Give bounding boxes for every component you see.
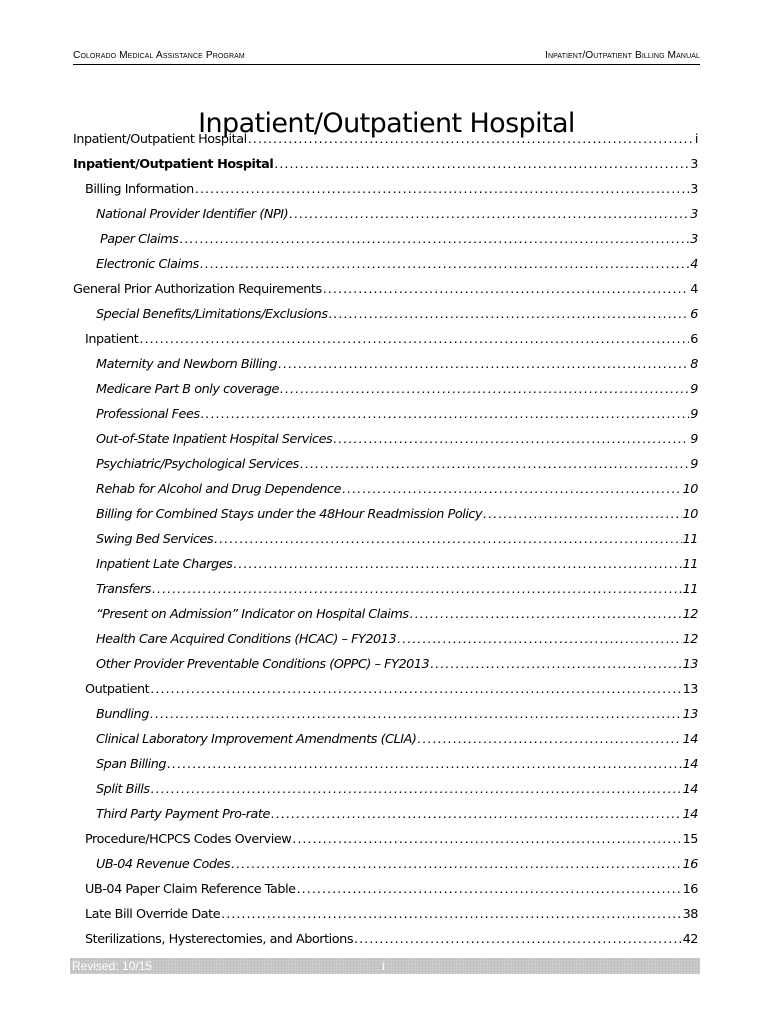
toc-page: 12 [682, 607, 698, 622]
table-of-contents [73, 127, 698, 952]
toc-entry[interactable] [73, 927, 698, 952]
toc-entry[interactable] [73, 427, 698, 452]
toc-label: Inpatient/Outpatient Hospital [73, 157, 274, 172]
toc-label: Inpatient/Outpatient Hospital [73, 132, 247, 147]
toc-label: Split Bills [96, 782, 150, 797]
toc-entry[interactable] [73, 652, 698, 677]
header-program-name: Colorado Medical Assistance Program [73, 50, 245, 61]
toc-entry[interactable] [73, 827, 698, 852]
toc-page: 11 [682, 532, 698, 547]
toc-entry[interactable] [73, 202, 698, 227]
toc-entry[interactable] [73, 677, 698, 702]
toc-page: 14 [682, 732, 698, 747]
toc-leader [410, 602, 682, 627]
toc-label: Transfers [96, 582, 151, 597]
toc-leader [354, 927, 682, 952]
toc-leader [289, 202, 689, 227]
toc-leader [201, 402, 690, 427]
toc-leader [297, 877, 682, 902]
toc-label: Outpatient [85, 682, 150, 697]
toc-entry[interactable] [73, 277, 698, 302]
page-footer [70, 958, 700, 974]
toc-page: 16 [682, 882, 698, 897]
toc-leader [233, 552, 681, 577]
toc-entry[interactable] [73, 877, 698, 902]
toc-leader [329, 302, 690, 327]
toc-label: Swing Bed Services [96, 532, 214, 547]
toc-entry[interactable] [73, 352, 698, 377]
toc-entry[interactable] [73, 777, 698, 802]
toc-page: 14 [682, 782, 698, 797]
toc-page: 6 [690, 307, 698, 322]
toc-leader [139, 327, 689, 352]
toc-page: 9 [690, 407, 698, 422]
toc-page: 16 [682, 857, 698, 872]
toc-label: Out-of-State Inpatient Hospital Services [96, 432, 333, 447]
toc-page: 3 [690, 207, 698, 222]
toc-label: Special Benefits/Limitations/Exclusions [96, 307, 328, 322]
toc-page: 4 [690, 257, 698, 272]
toc-leader [150, 677, 681, 702]
toc-label: Maternity and Newborn Billing [96, 357, 277, 372]
toc-entry[interactable] [73, 627, 698, 652]
toc-label: Bundling [96, 707, 149, 722]
toc-entry[interactable] [73, 302, 698, 327]
toc-entry[interactable] [73, 527, 698, 552]
toc-label: Span Billing [96, 757, 167, 772]
toc-label: Late Bill Override Date [85, 907, 221, 922]
toc-page: 13 [682, 707, 698, 722]
toc-leader [417, 727, 681, 752]
toc-entry[interactable] [73, 452, 698, 477]
toc-label: UB-04 Paper Claim Reference Table [85, 882, 296, 897]
toc-entry[interactable] [73, 902, 698, 927]
toc-page: 14 [682, 807, 698, 822]
toc-leader [271, 802, 682, 827]
toc-entry[interactable] [73, 177, 698, 202]
toc-page: 13 [682, 657, 698, 672]
toc-label: Rehab for Alcohol and Drug Dependence [96, 482, 342, 497]
toc-label: Clinical Laboratory Improvement Amendments (CLIA) [96, 732, 417, 747]
toc-entry[interactable] [73, 602, 698, 627]
toc-label: Health Care Acquired Conditions (HCAC) – FY2013 [96, 632, 397, 647]
toc-leader [280, 377, 689, 402]
toc-label: Inpatient Late Charges [96, 557, 233, 572]
toc-leader [231, 852, 681, 877]
toc-label: Third Party Payment Pro-rate [96, 807, 270, 822]
toc-entry[interactable] [73, 252, 698, 277]
toc-page: 3 [690, 232, 698, 247]
toc-label: Paper Claims [100, 232, 179, 247]
toc-leader [333, 427, 689, 452]
toc-page: 42 [682, 932, 698, 947]
toc-entry[interactable] [73, 477, 698, 502]
toc-entry[interactable] [73, 552, 698, 577]
toc-leader [180, 227, 690, 252]
toc-leader [214, 527, 681, 552]
toc-leader [300, 452, 689, 477]
toc-leader [397, 627, 681, 652]
toc-entry[interactable] [73, 127, 698, 152]
toc-page: 15 [682, 832, 698, 847]
footer-page-number: i [382, 959, 385, 973]
toc-leader [152, 577, 682, 602]
toc-entry[interactable] [73, 752, 698, 777]
toc-leader [292, 827, 681, 852]
page-header [73, 50, 700, 65]
toc-entry[interactable] [73, 577, 698, 602]
toc-label: Medicare Part B only coverage [96, 382, 279, 397]
toc-leader [323, 277, 690, 302]
toc-label: General Prior Authorization Requirements [73, 282, 322, 297]
toc-page: 8 [690, 357, 698, 372]
revision-date: Revised: 10/15 [72, 959, 153, 973]
toc-page: 4 [690, 282, 698, 297]
toc-entry[interactable] [73, 702, 698, 727]
toc-label: UB-04 Revenue Codes [96, 857, 231, 872]
toc-leader [278, 352, 689, 377]
toc-entry[interactable] [73, 152, 698, 177]
page-title: Inpatient/Outpatient Hospital [198, 108, 575, 140]
toc-page: i [694, 132, 698, 147]
toc-leader [248, 127, 694, 152]
toc-label: National Provider Identifier (NPI) [96, 207, 289, 222]
toc-page: 9 [690, 432, 698, 447]
toc-label: Procedure/HCPCS Codes Overview [85, 832, 292, 847]
toc-page: 10 [682, 507, 698, 522]
toc-leader [430, 652, 681, 677]
toc-page: 6 [690, 332, 698, 347]
toc-leader [150, 702, 682, 727]
toc-page: 13 [682, 682, 698, 697]
toc-label: Inpatient [85, 332, 139, 347]
toc-leader [221, 902, 681, 927]
toc-label: Electronic Claims [96, 257, 199, 272]
toc-leader [200, 252, 689, 277]
toc-page: 3 [690, 182, 698, 197]
header-manual-name: Inpatient/Outpatient Billing Manual [545, 50, 700, 61]
toc-leader [274, 152, 689, 177]
toc-page: 14 [682, 757, 698, 772]
toc-label: Psychiatric/Psychological Services [96, 457, 299, 472]
toc-label: Other Provider Preventable Conditions (OPPC) – FY2013 [96, 657, 430, 672]
toc-leader [151, 777, 682, 802]
toc-page: 3 [690, 157, 698, 172]
toc-leader [167, 752, 682, 777]
toc-page: 11 [682, 557, 698, 572]
toc-leader [195, 177, 689, 202]
toc-entry[interactable] [73, 852, 698, 877]
toc-page: 11 [682, 582, 698, 597]
toc-page: 9 [690, 457, 698, 472]
toc-label: “Present on Admission” Indicator on Hospital Claims [96, 607, 409, 622]
toc-page: 9 [690, 382, 698, 397]
toc-entry[interactable] [73, 402, 698, 427]
toc-leader [483, 502, 681, 527]
toc-label: Sterilizations, Hysterectomies, and Abortions [85, 932, 354, 947]
toc-page: 12 [682, 632, 698, 647]
toc-entry[interactable] [73, 327, 698, 352]
toc-label: Billing for Combined Stays under the 48Hour Readmission Policy [96, 507, 483, 522]
toc-label: Professional Fees [96, 407, 200, 422]
toc-entry[interactable] [73, 802, 698, 827]
toc-label: Billing Information [85, 182, 194, 197]
toc-entry[interactable] [73, 502, 698, 527]
toc-entry[interactable] [73, 727, 698, 752]
toc-leader [342, 477, 682, 502]
toc-entry[interactable] [73, 377, 698, 402]
toc-page: 10 [682, 482, 698, 497]
toc-entry[interactable] [73, 227, 698, 252]
toc-page: 38 [682, 907, 698, 922]
